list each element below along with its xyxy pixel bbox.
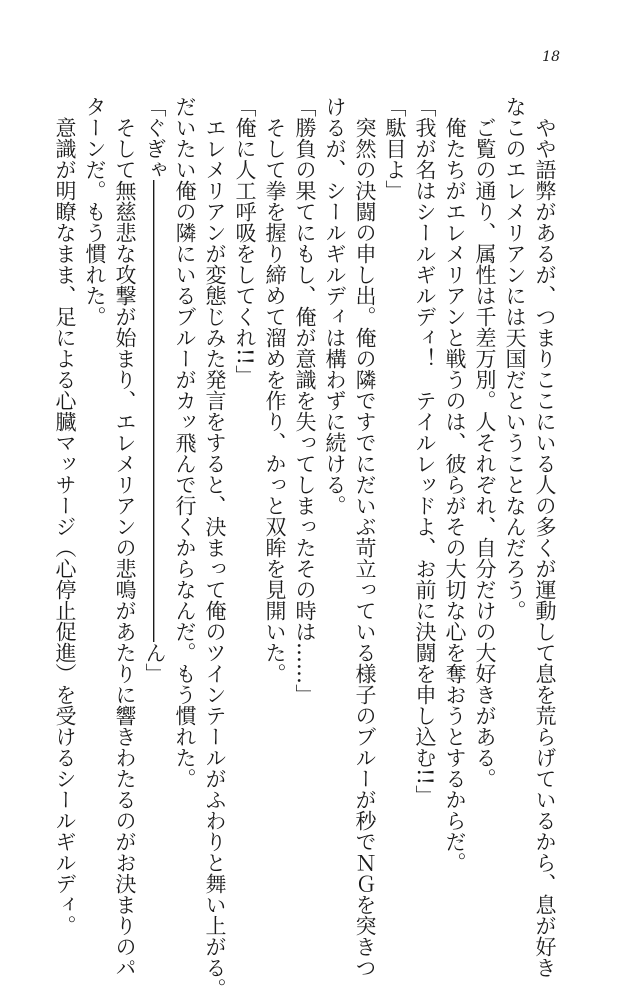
text-line: けるが、シールギルディは構わずに続ける。 xyxy=(323,96,347,516)
text-line: 「俺に人工呼吸をしてくれ!!」 xyxy=(233,96,257,386)
text-line: そして無慈悲な攻撃が始まり、エレメリアンの悲鳴があたりに響きわたるのがお決まりのパ xyxy=(113,96,137,978)
text-line: 意識が明瞭なまま、足による心臓マッサージ（心停止促進）を受けるシールギルディ。 xyxy=(53,96,77,936)
page-number: 18 xyxy=(542,49,560,65)
vertical-text-body xyxy=(53,96,560,999)
text-line: エレメリアンが変態じみた発言をすると、決まって俺のツインテールがふわりと舞い上がる。 xyxy=(203,96,227,999)
text-line: 「ぐぎゃ――――――――――――――――――――――ん」 xyxy=(143,96,167,684)
text-line: ご覧の通り、属性は千差万別。人それぞれ、自分だけの大好きがある。 xyxy=(473,96,497,789)
text-line: だいたい俺の隣にいるブルーがカッ飛んで行くからなんだ。もう慣れた。 xyxy=(173,96,197,789)
text-line: なこのエレメリアンには天国だということなんだろう。 xyxy=(503,96,527,621)
text-line: やや語弊があるが、つまりここにいる人の多くが運動して息を荒らげているから、息が好き xyxy=(533,96,557,978)
text-line: 「駄目よ」 xyxy=(383,96,407,201)
text-line: ターンだ。もう慣れた。 xyxy=(83,96,107,327)
text-line: 「勝負の果てにもし、俺が意識を失ってしまったその時は……」 xyxy=(293,96,317,705)
text-line: 俺たちがエレメリアンと戦うのは、彼らがその大切な心を奪おうとするからだ。 xyxy=(443,96,467,873)
text-line: 突然の決闘の申し出。俺の隣ですでにだいぶ苛立っている様子のブルーが秒でＮＧを突きつ xyxy=(353,96,377,978)
text-line: 「我が名はシールギルディ！ テイルレッドよ、お前に決闘を申し込む!!」 xyxy=(413,96,437,806)
text-line: そして拳を握り締めて溜めを作り、かっと双眸を見開いた。 xyxy=(263,96,287,684)
